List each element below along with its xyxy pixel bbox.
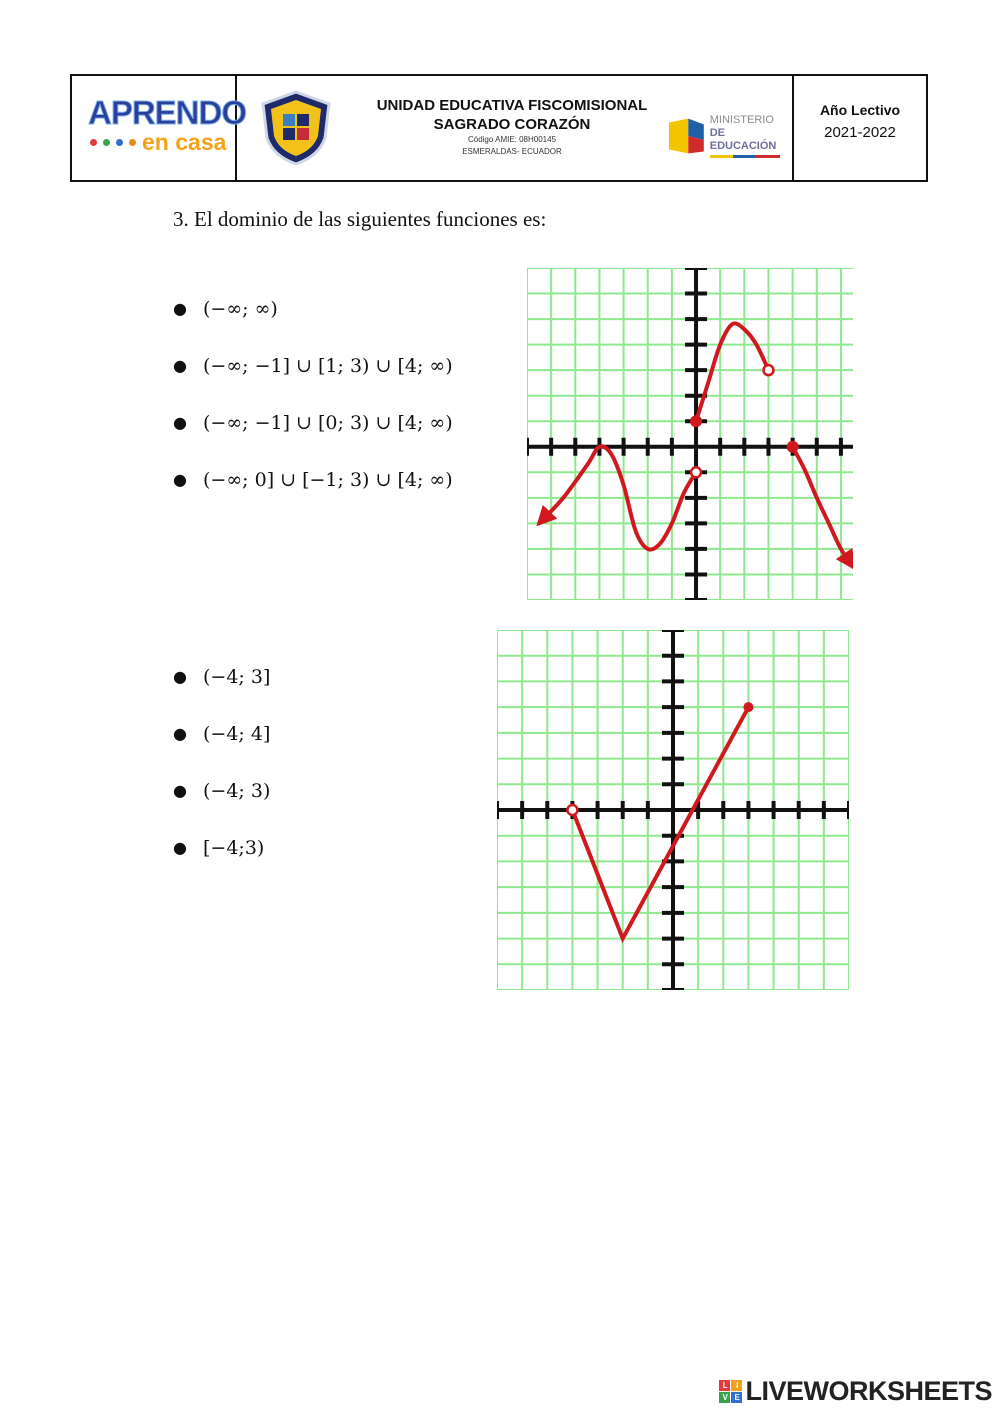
- bullet-icon: ●: [173, 413, 187, 432]
- bullet-icon: ●: [173, 356, 187, 375]
- function-graph-2: [497, 630, 849, 990]
- ministry-line1: MINISTERIO: [709, 114, 774, 126]
- option-text: [−4;3): [203, 837, 265, 859]
- closed-endpoint: [690, 415, 702, 427]
- aprendo-logo-subtitle: en casa: [142, 129, 227, 155]
- brand-text: LIVEWORKSHEETS: [745, 1376, 992, 1406]
- function-curve: [572, 707, 748, 938]
- header-table: [70, 74, 928, 182]
- bullet-icon: ●: [173, 667, 187, 686]
- question-title: 3. El dominio de las siguientes funciones es:: [173, 207, 547, 231]
- option-text: (−∞; 0] ∪ [−1; 3) ∪ [4; ∞): [203, 469, 453, 491]
- school-info: [347, 96, 677, 158]
- option-text: (−4; 3]: [203, 666, 271, 688]
- option-item[interactable]: [173, 297, 453, 354]
- bullet-icon: ●: [173, 838, 187, 857]
- bullet-icon: ●: [173, 470, 187, 489]
- option-text: (−∞; −1] ∪ [0; 3) ∪ [4; ∞): [203, 412, 453, 434]
- ecuador-flag-icon: [667, 116, 706, 156]
- closed-endpoint: [787, 441, 799, 453]
- school-name-line2: SAGRADO CORAZÓN: [433, 116, 591, 133]
- option-item[interactable]: [173, 836, 270, 893]
- bullet-icon: ●: [173, 724, 187, 743]
- option-item[interactable]: [173, 468, 453, 525]
- option-item[interactable]: [173, 665, 270, 722]
- ministry-line2: DE EDUCACIÓN: [709, 127, 777, 152]
- color-dots-icon: [90, 139, 136, 146]
- function-curve: [696, 323, 768, 421]
- aprendo-logo-title: APRENDO: [88, 94, 247, 131]
- option-text: (−4; 4]: [203, 723, 271, 745]
- liveworksheets-brand: [719, 1376, 992, 1407]
- options-list-1: [173, 297, 453, 525]
- aprendo-logo-subtitle-row: [90, 129, 226, 156]
- ministry-color-bar: [710, 155, 780, 158]
- option-text: (−∞; ∞): [203, 298, 278, 320]
- option-text: (−4; 3): [203, 780, 271, 802]
- header-year-cell: [794, 76, 926, 180]
- open-endpoint: [763, 365, 773, 375]
- bullet-icon: ●: [173, 299, 187, 318]
- header-logo-cell: [72, 76, 247, 180]
- school-code: Código AMIE: 08H00145: [467, 135, 557, 144]
- bullet-icon: ●: [173, 781, 187, 800]
- year-label: Año Lectivo: [819, 102, 901, 118]
- option-item[interactable]: [173, 779, 270, 836]
- open-endpoint: [691, 467, 701, 477]
- option-item[interactable]: [173, 722, 270, 779]
- header-school-cell: [237, 76, 794, 180]
- year-value: 2021-2022: [824, 124, 896, 141]
- school-name-line1: UNIDAD EDUCATIVA FISCOMISIONAL: [376, 97, 648, 114]
- function-graph-1: [527, 268, 853, 600]
- liveworksheets-logo-icon: L I V E: [719, 1380, 742, 1403]
- option-item[interactable]: [173, 354, 453, 411]
- school-shield-icon: [259, 90, 333, 166]
- option-text: (−∞; −1] ∪ [1; 3) ∪ [4; ∞): [203, 355, 453, 377]
- open-endpoint: [567, 805, 577, 815]
- options-list-2: [173, 665, 270, 893]
- ministry-logo: [667, 114, 792, 158]
- closed-endpoint: [743, 702, 753, 712]
- school-location: ESMERALDAS- ECUADOR: [462, 147, 562, 156]
- option-item[interactable]: [173, 411, 453, 468]
